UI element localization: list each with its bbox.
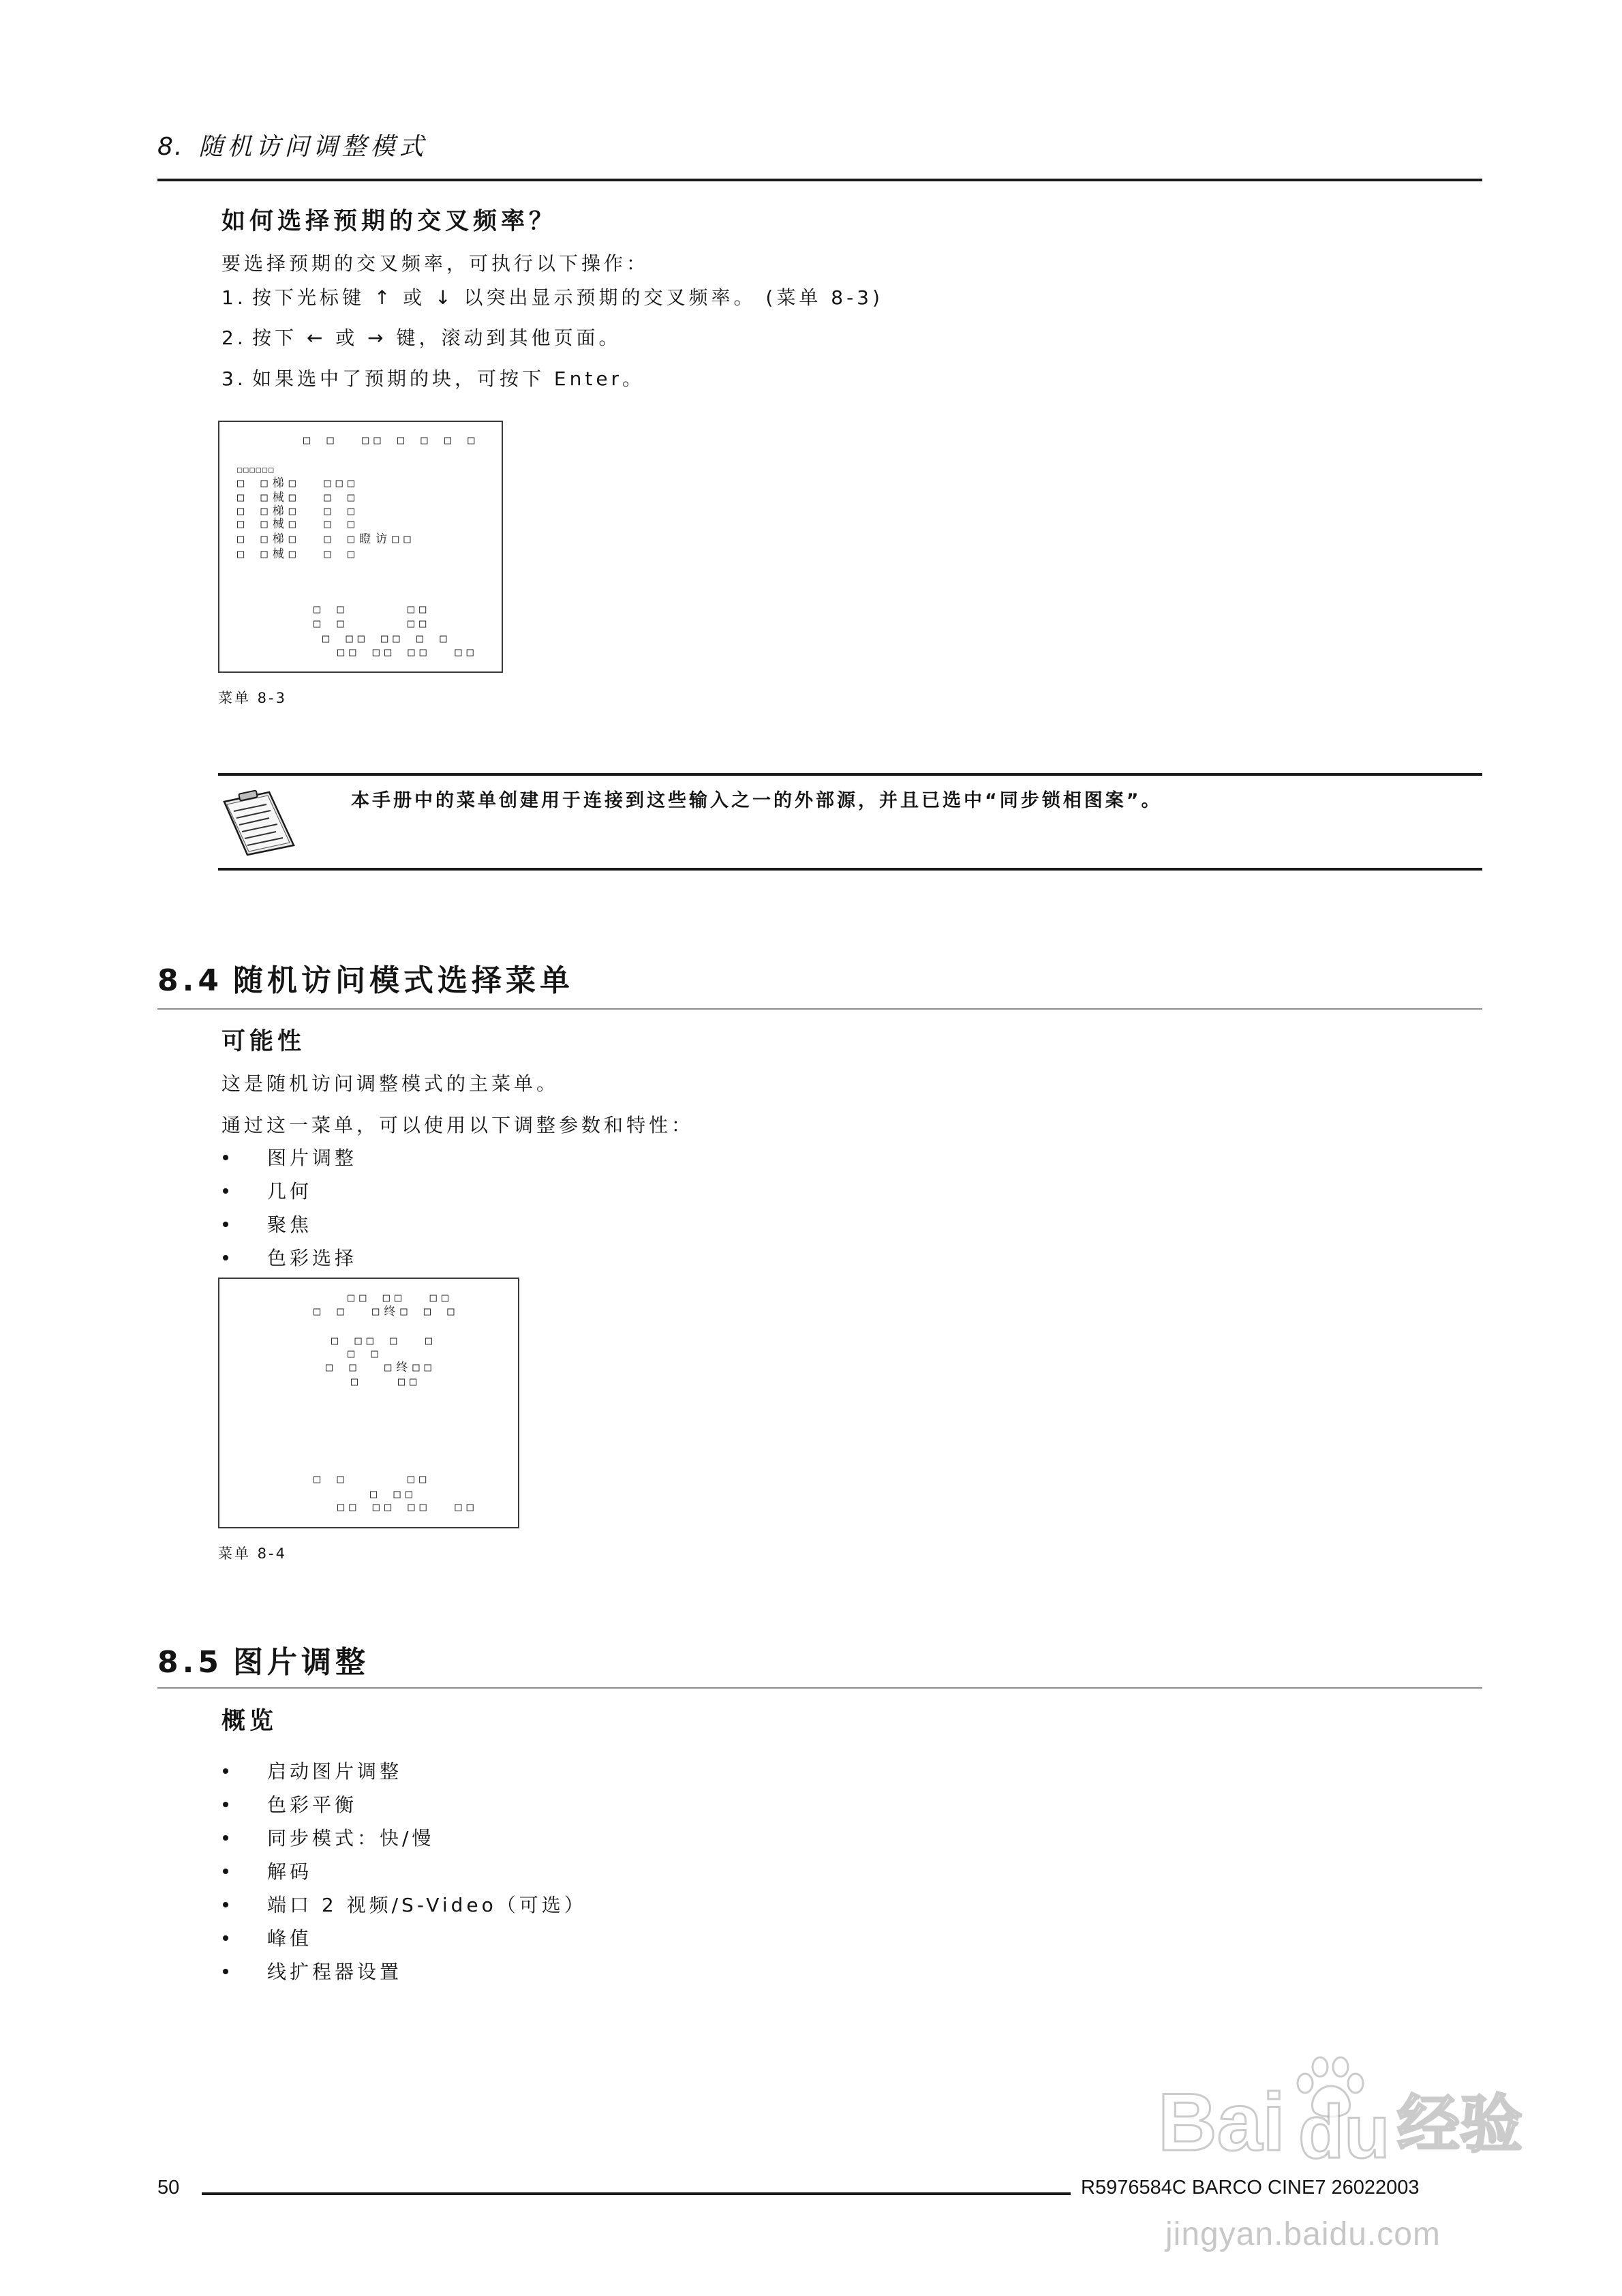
menu-line: □ □ □□: [313, 1472, 431, 1486]
list-item-label: 解码: [267, 1860, 313, 1883]
step-number: 3.: [221, 367, 247, 390]
section-8-5-rule: [157, 1687, 1482, 1689]
menu-line: □ □械□ □ □: [237, 547, 360, 561]
section-8-4-rule: [157, 1008, 1482, 1010]
menu-line: □ □梯□ □ □瞪访□□: [237, 532, 416, 546]
header-rule: [157, 179, 1482, 181]
list-item: [221, 1175, 357, 1208]
document-reference: R5976584C BARCO CINE7 26022003: [1081, 2177, 1420, 2199]
bullet-dot: [223, 1969, 228, 1974]
menu-line: □ □□: [351, 1375, 422, 1389]
menu-line: □ □□ □ □: [331, 1334, 438, 1348]
note-top-rule: [218, 773, 1482, 776]
list-item-label: 图片调整: [267, 1147, 358, 1169]
step-text: 按下光标键 ↑ 或 ↓ 以突出显示预期的交叉频率。 (菜单 8-3): [252, 286, 883, 309]
running-header-number: 8.: [157, 133, 184, 161]
menu-line: □ □ □□: [313, 603, 431, 616]
list-item-label: 聚焦: [267, 1213, 313, 1236]
menu-line: □ □械□ □ □: [237, 491, 360, 504]
list-item-label: 峰值: [267, 1927, 313, 1950]
list-item: [221, 1208, 357, 1241]
bullet-dot: [223, 1768, 228, 1774]
menu-line: □ □□ □□ □ □: [322, 632, 452, 646]
section-8-4-title: 随机访问模式选择菜单: [233, 963, 574, 998]
step-number: 1.: [221, 286, 247, 309]
section-8-4-para: 这是随机访问调整模式的主菜单。: [221, 1072, 560, 1095]
bullet-dot: [223, 1869, 228, 1874]
bullet-dot: [223, 1188, 228, 1194]
section-8-5-bullet-list: [221, 1755, 587, 1989]
list-item-label: 几何: [267, 1180, 313, 1203]
list-item-label: 线扩程器设置: [267, 1961, 403, 1983]
watermark-logo-text: du: [1298, 2090, 1390, 2174]
list-item: [221, 1241, 357, 1275]
bullet-dot: [223, 1802, 228, 1807]
menu-8-4-caption: 菜单 8-4: [218, 1545, 287, 1562]
bullet-dot: [223, 1835, 228, 1841]
menu-line: □□□□□□: [237, 465, 275, 474]
bullet-dot: [223, 1935, 228, 1941]
section-8-4-subheading: 可能性: [221, 1028, 306, 1055]
list-item: [221, 1855, 587, 1888]
list-item: [221, 1922, 587, 1955]
note-text: 本手册中的菜单创建用于连接到这些输入之一的外部源，并且已选中“同步锁相图案”。: [351, 790, 1163, 811]
menu-8-3-caption: 菜单 8-3: [218, 690, 287, 706]
list-item-label: 同步模式：快/慢: [267, 1827, 435, 1849]
menu-line: □□ □□ □□ □□: [337, 646, 478, 659]
footer-rule: [202, 2192, 1071, 2195]
running-header: [157, 133, 427, 162]
section-8-5-title: 图片调整: [233, 1645, 369, 1680]
menu-line: □□ □□ □□: [348, 1291, 454, 1305]
notepad-icon: [221, 788, 296, 856]
section-8-5-number: 8.5: [157, 1645, 223, 1680]
menu-line: □ □梯□ □□□: [237, 477, 360, 490]
section-8-4-bullet-list: [221, 1141, 357, 1275]
menu-8-3-screen: [218, 421, 503, 673]
menu-line: □ □: [348, 1347, 383, 1361]
section-8-4-number: 8.4: [157, 963, 223, 998]
list-item-label: 色彩选择: [267, 1247, 358, 1269]
list-item-label: 色彩平衡: [267, 1794, 358, 1816]
menu-line: □ □□: [370, 1487, 417, 1501]
list-item-label: 启动图片调整: [267, 1760, 403, 1783]
menu-line: □ □械□ □ □: [237, 517, 360, 531]
step-text: 按下 ← 或 → 键，滚动到其他页面。: [252, 327, 622, 349]
page-number: 50: [157, 2177, 180, 2199]
list-item: [221, 1888, 587, 1922]
bullet-dot: [223, 1222, 228, 1227]
watermark-logo-text: Bai: [1158, 2076, 1285, 2168]
list-item: [221, 1755, 587, 1788]
menu-line: □□ □□ □□ □□: [337, 1500, 478, 1514]
menu-8-4-screen: [218, 1278, 519, 1528]
crossover-intro: 要选择预期的交叉频率，可执行以下操作：: [221, 252, 649, 275]
running-header-title: 随机访问调整模式: [198, 133, 428, 161]
menu-line: □ □ □□ □ □ □ □: [303, 434, 480, 447]
menu-line: □ □ □终□ □ □: [313, 1305, 459, 1318]
crossover-heading: 如何选择预期的交叉频率？: [221, 208, 557, 235]
bullet-dot: [223, 1902, 228, 1907]
step-text: 如果选中了预期的块，可按下 Enter。: [252, 367, 645, 390]
menu-line: □ □ □终□□: [326, 1361, 436, 1374]
list-item: [221, 1141, 357, 1175]
menu-line: □ □ □□: [313, 617, 431, 631]
step-number: 2.: [221, 327, 247, 349]
watermark-url: jingyan.baidu.com: [1165, 2216, 1441, 2252]
menu-line: □ □梯□ □ □: [237, 504, 360, 518]
list-item: [221, 1822, 587, 1855]
section-8-5-subheading: 概览: [221, 1708, 278, 1735]
note-bottom-rule: [218, 868, 1482, 871]
list-item-label: 端口 2 视频/S-Video（可选）: [267, 1894, 587, 1916]
list-item: [221, 1788, 587, 1822]
watermark-logo-cn: 经验: [1397, 2090, 1523, 2160]
section-8-4-para: 通过这一菜单，可以使用以下调整参数和特性：: [221, 1114, 694, 1136]
bullet-dot: [223, 1155, 228, 1160]
bullet-dot: [223, 1255, 228, 1260]
list-item: [221, 1955, 587, 1989]
